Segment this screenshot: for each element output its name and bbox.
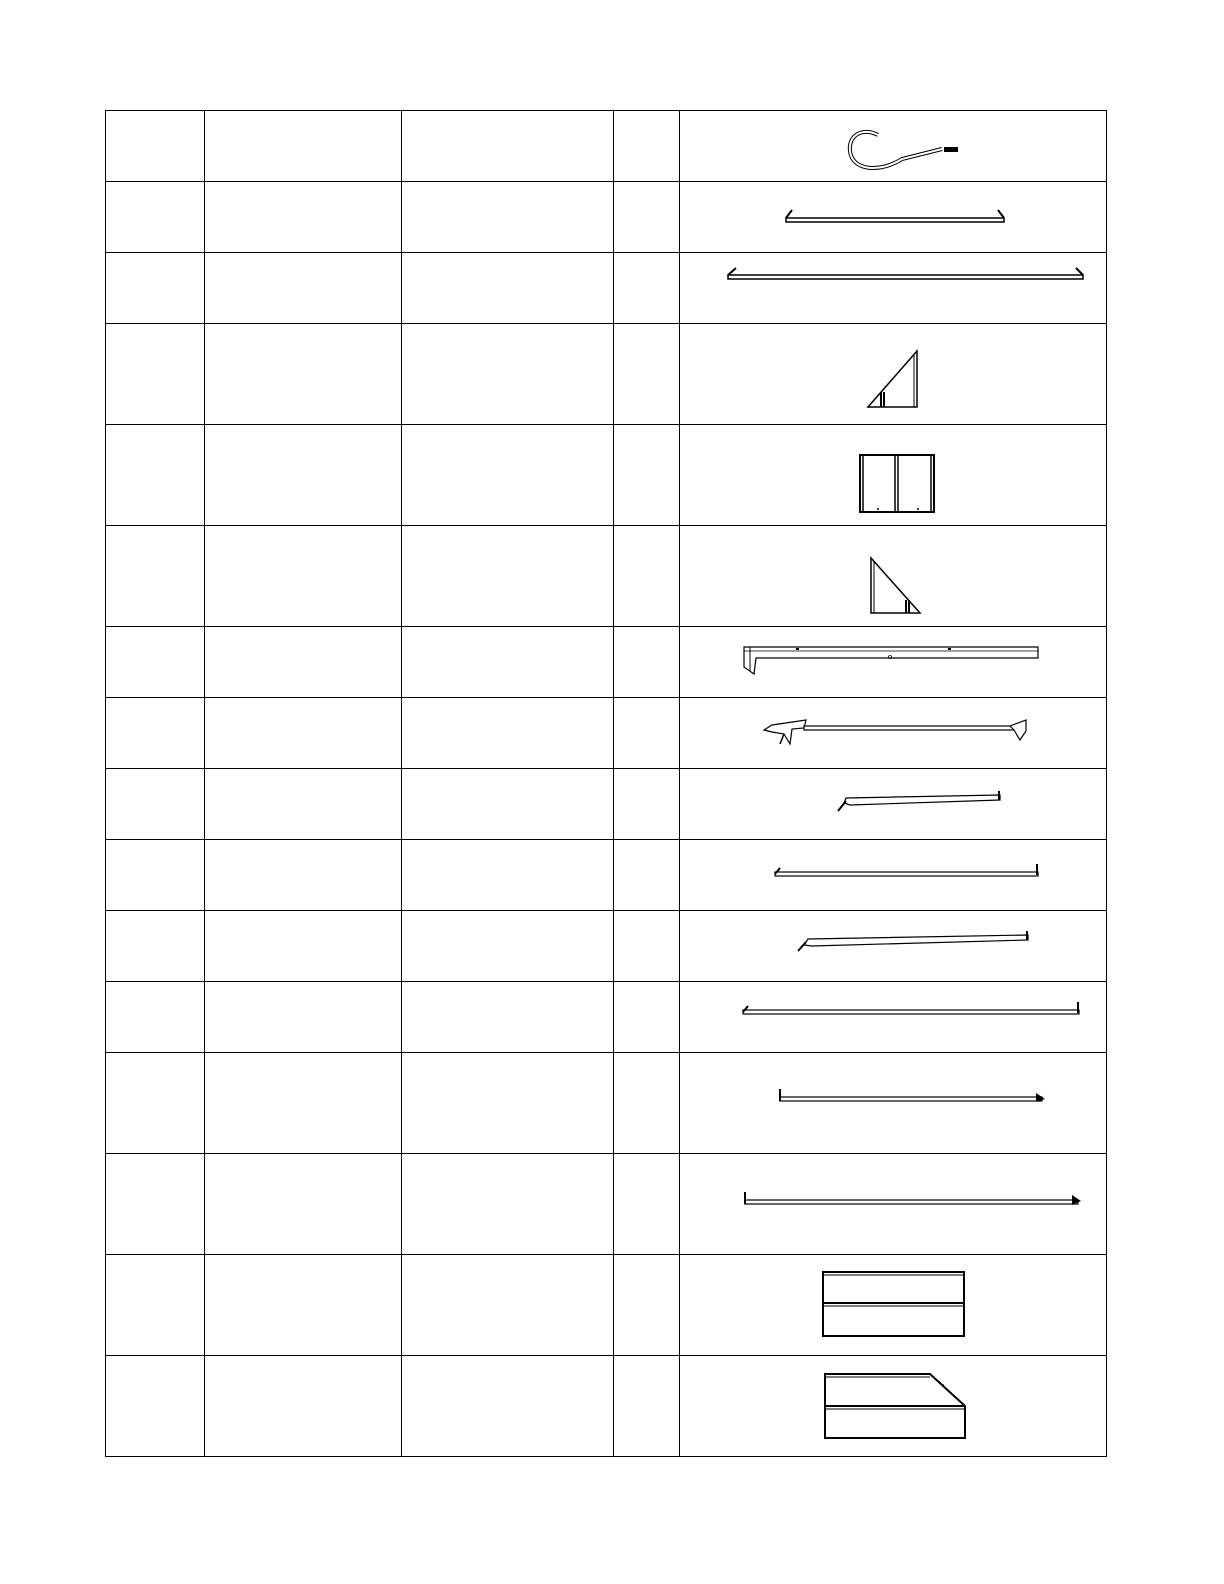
part-name-cell: [205, 425, 402, 526]
part-image-cell: [680, 1255, 1107, 1356]
part-image-cell: [680, 111, 1107, 182]
part-name-cell: [205, 324, 402, 425]
table-row: [106, 769, 1107, 840]
part-image-cell: [680, 627, 1107, 698]
part-number-cell: [106, 1053, 205, 1154]
roof-brace-icon: [680, 698, 1110, 768]
table-row: [106, 182, 1107, 253]
table-row: [106, 111, 1107, 182]
part-image-cell: [680, 182, 1107, 253]
part-image-cell: [680, 1053, 1107, 1154]
part-image-cell: [680, 769, 1107, 840]
part-name-cell: [205, 982, 402, 1053]
part-code-cell: [402, 698, 614, 769]
part-code-cell: [402, 982, 614, 1053]
part-image-cell: [680, 425, 1107, 526]
part-number-cell: [106, 627, 205, 698]
part-qty-cell: [614, 324, 680, 425]
angled-rail-long-icon: [680, 911, 1110, 981]
table-row: [106, 526, 1107, 627]
part-qty-cell: [614, 425, 680, 526]
part-number-cell: [106, 253, 205, 324]
part-code-cell: [402, 769, 614, 840]
hook-rod-icon: [680, 111, 1110, 181]
part-number-cell: [106, 911, 205, 982]
part-qty-cell: [614, 1053, 680, 1154]
rail-long-flat-icon: [680, 982, 1110, 1052]
part-code-cell: [402, 1053, 614, 1154]
part-qty-cell: [614, 1356, 680, 1457]
part-name-cell: [205, 911, 402, 982]
part-name-cell: [205, 1154, 402, 1255]
part-code-cell: [402, 840, 614, 911]
table-row: [106, 1053, 1107, 1154]
part-number-cell: [106, 982, 205, 1053]
part-qty-cell: [614, 840, 680, 911]
part-name-cell: [205, 698, 402, 769]
table-row: [106, 698, 1107, 769]
part-number-cell: [106, 1356, 205, 1457]
table-row: [106, 425, 1107, 526]
part-name-cell: [205, 526, 402, 627]
table-row: [106, 911, 1107, 982]
part-qty-cell: [614, 769, 680, 840]
part-image-cell: [680, 911, 1107, 982]
part-qty-cell: [614, 526, 680, 627]
part-qty-cell: [614, 911, 680, 982]
ridge-beam-icon: [680, 627, 1110, 697]
part-image-cell: [680, 1356, 1107, 1457]
part-number-cell: [106, 526, 205, 627]
table-row: [106, 1255, 1107, 1356]
part-image-cell: [680, 526, 1107, 627]
part-qty-cell: [614, 1255, 680, 1356]
part-number-cell: [106, 182, 205, 253]
part-image-cell: [680, 982, 1107, 1053]
part-number-cell: [106, 425, 205, 526]
part-code-cell: [402, 182, 614, 253]
chamfered-panel-icon: [680, 1356, 1110, 1456]
part-code-cell: [402, 425, 614, 526]
part-code-cell: [402, 324, 614, 425]
part-name-cell: [205, 1053, 402, 1154]
rail-medium-icon: [680, 840, 1110, 910]
part-number-cell: [106, 840, 205, 911]
part-number-cell: [106, 698, 205, 769]
table-row: [106, 627, 1107, 698]
part-code-cell: [402, 1154, 614, 1255]
long-rail-icon: [680, 253, 1110, 323]
part-name-cell: [205, 253, 402, 324]
part-code-cell: [402, 1255, 614, 1356]
part-code-cell: [402, 526, 614, 627]
right-triangle-gable-left-icon: [680, 324, 1110, 424]
rail-arrow-end-medium-icon: [680, 1053, 1110, 1153]
part-name-cell: [205, 1255, 402, 1356]
part-number-cell: [106, 1154, 205, 1255]
part-code-cell: [402, 111, 614, 182]
table-row: [106, 253, 1107, 324]
part-name-cell: [205, 111, 402, 182]
part-qty-cell: [614, 1154, 680, 1255]
part-number-cell: [106, 769, 205, 840]
part-image-cell: [680, 253, 1107, 324]
part-code-cell: [402, 1356, 614, 1457]
table-row: [106, 324, 1107, 425]
part-name-cell: [205, 182, 402, 253]
part-qty-cell: [614, 253, 680, 324]
part-name-cell: [205, 769, 402, 840]
short-rail-icon: [680, 182, 1110, 252]
table-row: [106, 982, 1107, 1053]
double-door-panel-icon: [680, 425, 1110, 525]
part-qty-cell: [614, 627, 680, 698]
part-image-cell: [680, 1154, 1107, 1255]
table-row: [106, 1356, 1107, 1457]
table-row: [106, 840, 1107, 911]
part-name-cell: [205, 840, 402, 911]
parts-list-table: [105, 110, 1107, 1457]
part-number-cell: [106, 1255, 205, 1356]
part-number-cell: [106, 111, 205, 182]
part-name-cell: [205, 1356, 402, 1457]
part-code-cell: [402, 627, 614, 698]
rectangular-panel-icon: [680, 1255, 1110, 1355]
right-triangle-gable-right-icon: [680, 526, 1110, 626]
part-qty-cell: [614, 111, 680, 182]
part-image-cell: [680, 698, 1107, 769]
table-row: [106, 1154, 1107, 1255]
rail-arrow-end-long-icon: [680, 1154, 1110, 1254]
part-number-cell: [106, 324, 205, 425]
part-code-cell: [402, 911, 614, 982]
part-image-cell: [680, 324, 1107, 425]
part-qty-cell: [614, 182, 680, 253]
angled-rail-short-icon: [680, 769, 1110, 839]
part-code-cell: [402, 253, 614, 324]
part-qty-cell: [614, 982, 680, 1053]
part-image-cell: [680, 840, 1107, 911]
part-name-cell: [205, 627, 402, 698]
part-qty-cell: [614, 698, 680, 769]
